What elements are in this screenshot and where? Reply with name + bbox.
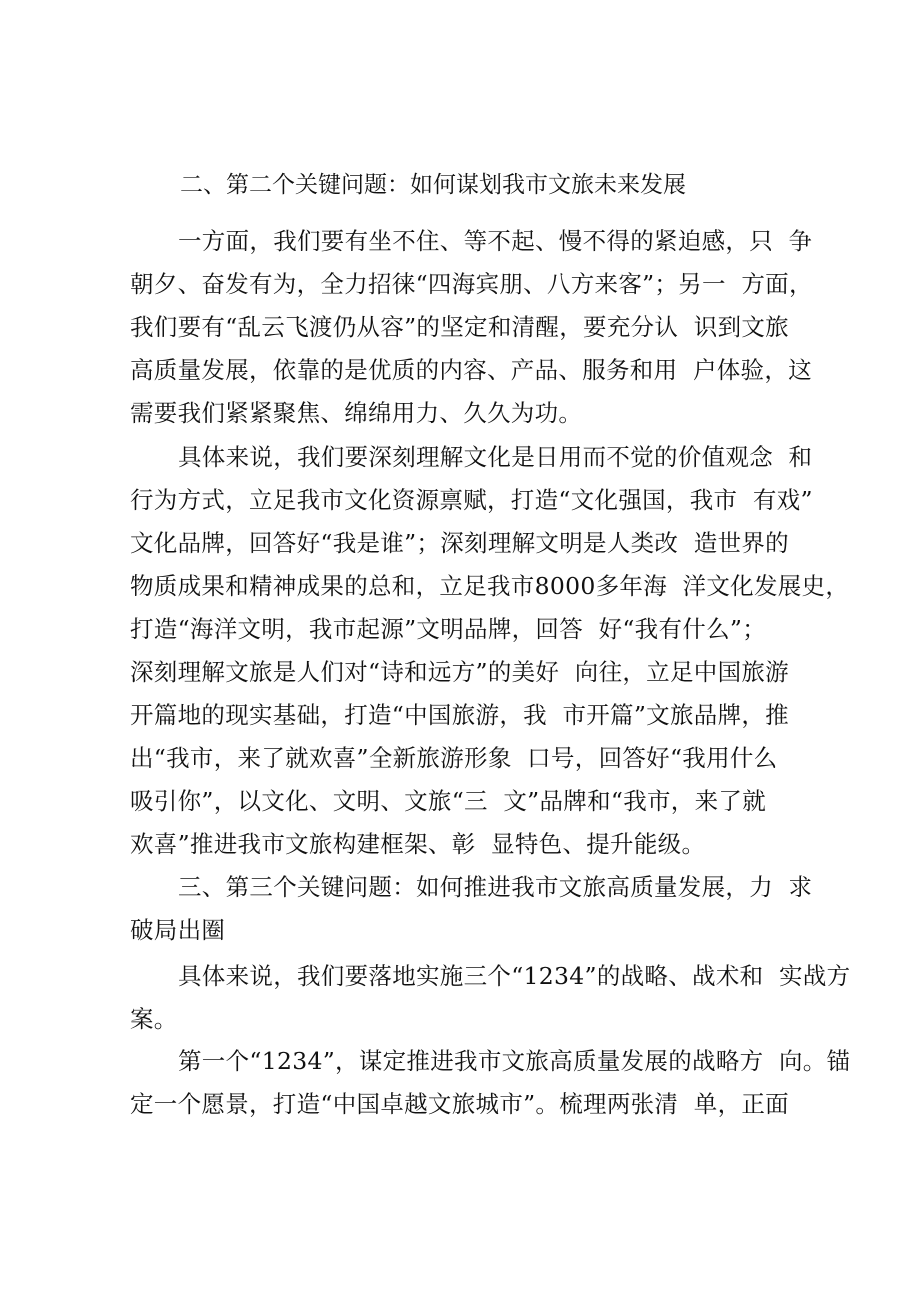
paragraph-1: [130, 220, 813, 435]
paragraph-line: 出“我市，来了就欢喜”全新旅游形象 口号，回答好“我用什么: [130, 744, 778, 772]
paragraph-line: 朝夕、奋发有为，全力招徕“四海宾朋、八方来客”；另一 方面，: [130, 270, 813, 298]
paragraph-line: 物质成果和精神成果的总和，立足我市8000多年海 洋文化发展史，: [130, 572, 850, 600]
paragraph-line: 行为方式，立足我市文化资源禀赋，打造“文化强国，我市 有戏”: [130, 486, 813, 514]
paragraph-line: 一方面，我们要有坐不住、等不起、慢不得的紧迫感，只 争: [178, 227, 813, 255]
paragraph-line: 需要我们紧紧聚焦、绵绵用力、久久为功。: [130, 399, 583, 427]
section-heading-3: [130, 866, 813, 952]
paragraph-line: 破局出圈: [130, 916, 226, 944]
paragraph-line: 具体来说，我们要深刻理解文化是日用而不觉的价值观念 和: [178, 443, 813, 471]
paragraph-line: 深刻理解文旅是人们对“诗和远方”的美好 向往，立足中国旅游: [130, 658, 789, 686]
paragraph-line: 打造“海洋文明，我市起源”文明品牌，回答 好“我有什么”；: [130, 615, 766, 643]
paragraph-line: 欢喜”推进我市文旅构建框架、彰 显特色、提升能级。: [130, 830, 706, 858]
paragraph-line: 文化品牌，回答好“我是谁”；深刻理解文明是人类改 造世界的: [130, 529, 789, 557]
paragraph-line: 具体来说，我们要落地实施三个“1234”的战略、战术和 实战方: [178, 962, 851, 990]
paragraph-line: 定一个愿景，打造“中国卓越文旅城市”。梳理两张清 单，正面: [130, 1090, 789, 1118]
paragraph-line: 吸引你”，以文化、文明、文旅“三 文”品牌和“我市，来了就: [130, 787, 766, 815]
paragraph-4: [130, 955, 851, 1041]
paragraph-5: [130, 1040, 851, 1126]
paragraph-line: 我们要有“乱云飞渡仍从容”的坚定和清醒，要充分认 识到文旅: [130, 313, 789, 341]
paragraph-2: [130, 436, 850, 866]
section-heading-2: 二、第二个关键问题：如何谋划我市文旅未来发展: [180, 172, 686, 198]
paragraph-line: 开篇地的现实基础，打造“中国旅游，我 市开篇”文旅品牌，推: [130, 701, 789, 729]
paragraph-line: 第一个“1234”，谋定推进我市文旅高质量发展的战略方 向。锚: [178, 1047, 851, 1075]
paragraph-line: 案。: [130, 1005, 178, 1033]
paragraph-line: 三、第三个关键问题：如何推进我市文旅高质量发展，力 求: [178, 873, 813, 901]
paragraph-line: 高质量发展，依靠的是优质的内容、产品、服务和用 户体验，这: [130, 356, 812, 384]
